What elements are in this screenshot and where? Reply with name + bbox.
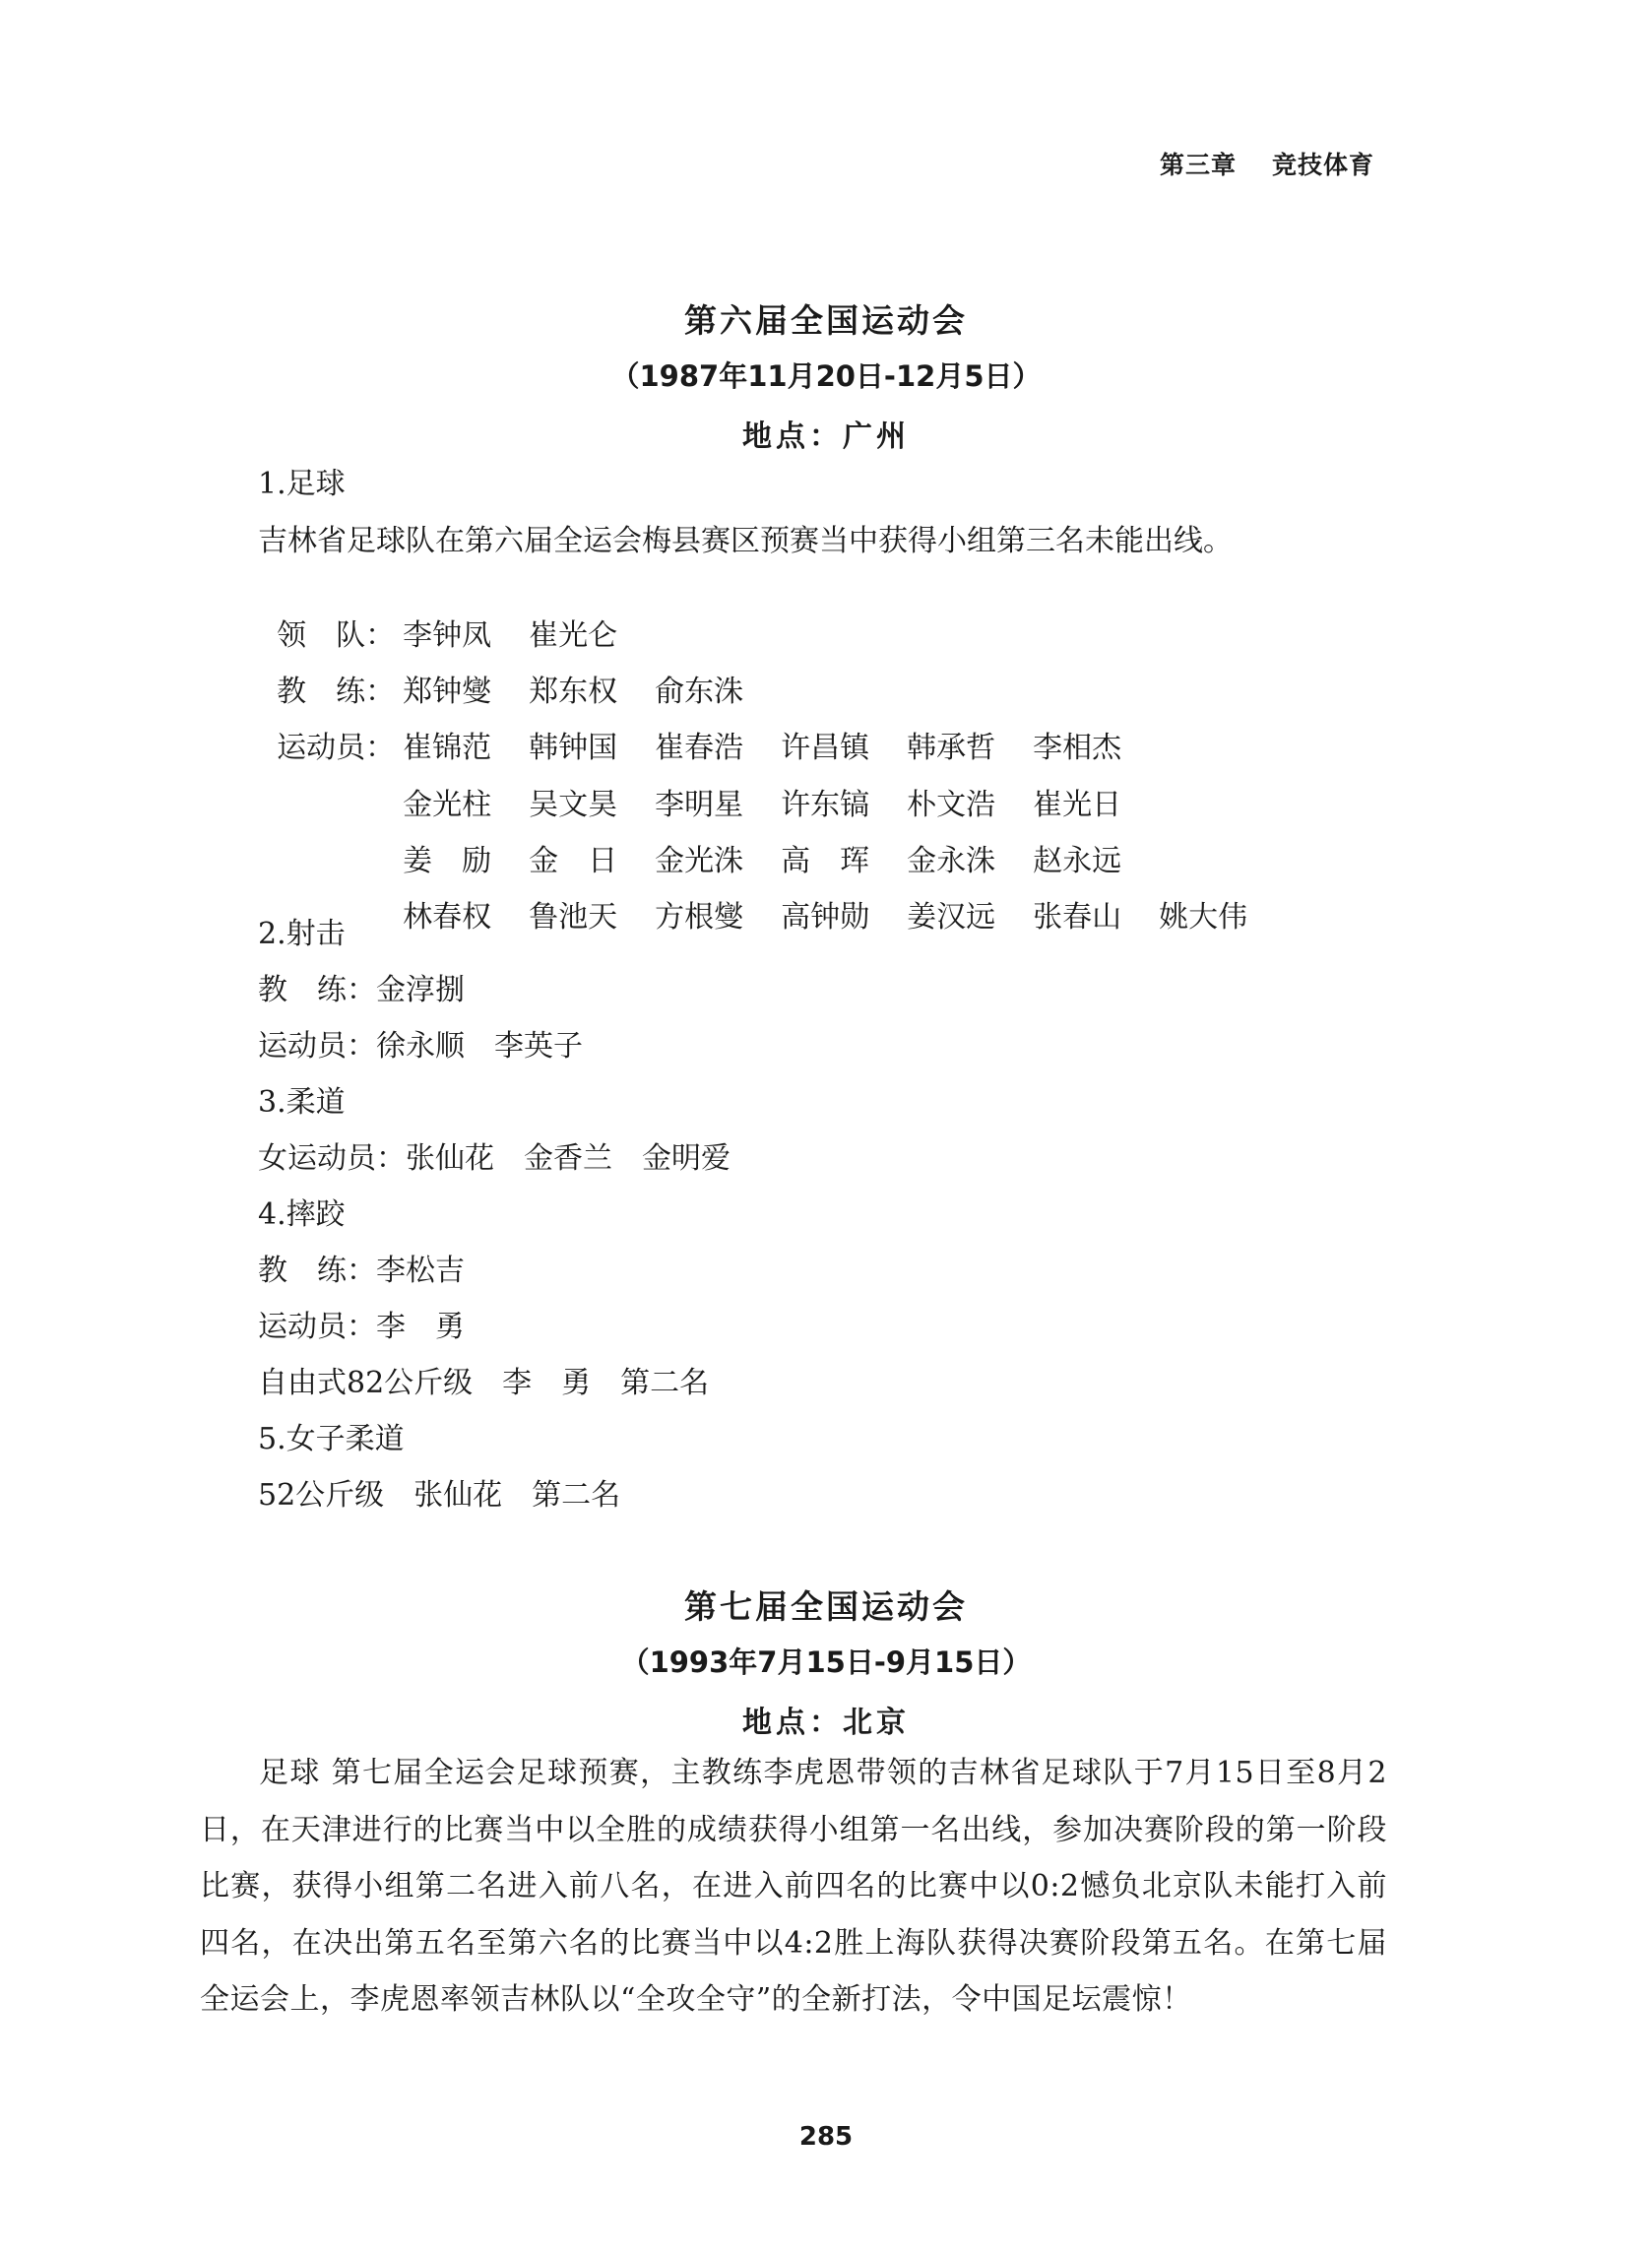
athlete-name: 李明星: [655, 788, 744, 822]
athlete-name: 许昌镇: [781, 731, 870, 765]
womens-judo-result: 52公斤级 张仙花 第二名: [258, 1478, 621, 1513]
athlete-name: 金永洙: [907, 844, 996, 878]
games7-title: 第七届全国运动会: [684, 1587, 968, 1626]
wrestling-result: 自由式82公斤级 李 勇 第二名: [258, 1366, 710, 1400]
athlete-name: 许东镐: [781, 788, 870, 822]
games7-dates: （1993年7月15日-9月15日）: [620, 1645, 1032, 1679]
leader-name: 李钟凤: [403, 618, 492, 653]
athlete-name: 鲁池天: [529, 900, 618, 935]
running-header: [1160, 146, 1374, 181]
leader-name: 崔光仑: [529, 618, 618, 653]
games6-place: 地点：广州: [742, 419, 910, 454]
shooting-athletes: 运动员：徐永顺 李英子: [258, 1029, 583, 1064]
leader-label: 领 队：: [277, 618, 396, 653]
athlete-name: 姚大伟: [1159, 900, 1248, 935]
athlete-name: 崔春浩: [655, 731, 744, 765]
coach-name: 郑钟燮: [403, 675, 492, 709]
athletes-row-4: [258, 859, 1285, 937]
judo-women: 女运动员：张仙花 金香兰 金明爱: [258, 1141, 731, 1176]
shooting-heading: 2.射击: [258, 917, 346, 951]
football-note: 吉林省足球队在第六届全运会梅县赛区预赛当中获得小组第三名未能出线。: [258, 524, 1233, 558]
athlete-name: 金 日: [529, 844, 618, 878]
coach-name: 俞东洙: [655, 675, 744, 709]
athlete-name: 方根燮: [655, 900, 744, 935]
chapter-label: 第三章: [1159, 151, 1237, 179]
athlete-name: 金光洙: [655, 844, 744, 878]
athlete-label: 运动员：: [277, 731, 396, 765]
page-number: 285: [798, 2122, 854, 2152]
games6-dates: （1987年11月20日-12月5日）: [610, 359, 1042, 393]
football-heading: 1.足球: [258, 467, 346, 501]
shooting-coach: 教 练：金淳捌: [258, 973, 465, 1007]
athlete-name: 韩承哲: [907, 731, 996, 765]
wrestling-coach: 教 练：李松吉: [258, 1254, 465, 1288]
games7-place: 地点：北京: [742, 1706, 910, 1740]
wrestling-heading: 4.摔跤: [258, 1197, 346, 1232]
athlete-name: 吴文昊: [529, 788, 618, 822]
womens-judo-heading: 5.女子柔道: [258, 1422, 405, 1456]
athlete-name: 高钟勋: [781, 900, 870, 935]
wrestling-athlete: 运动员：李 勇: [258, 1310, 465, 1344]
judo-heading: 3.柔道: [258, 1085, 346, 1120]
athlete-name: 李相杰: [1033, 731, 1122, 765]
games6-title: 第六届全国运动会: [684, 301, 968, 340]
athlete-name: 姜汉远: [907, 900, 996, 935]
section-label: 竞技体育: [1271, 151, 1374, 179]
athlete-name: 林春权: [403, 900, 492, 935]
athlete-name: 韩钟国: [529, 731, 618, 765]
games7-paragraph: 足球 第七届全运会足球预赛，主教练李虎恩带领的吉林省足球队于7月15日至8月2日，在天津进行的比赛当中以全胜的成绩获得小组第一名出线，参加决赛阶段的第一阶段比赛，获得小组第二名进入前八名，在进入前四名的比赛中以0:2憾负北京队未能打入前四名，在决出第五名至第六名的比赛当中以4:2胜上海队获得决赛阶段第五名。在第七届全运会上，李虎恩率领吉林队以“全攻全守”的全新打法，令中国足坛震惊！: [200, 1756, 1387, 2018]
athlete-name: 崔光日: [1033, 788, 1122, 822]
athlete-name: 高 珲: [781, 844, 870, 878]
athlete-name: 张春山: [1033, 900, 1122, 935]
athlete-name: 崔锦范: [403, 731, 492, 765]
coach-name: 郑东权: [529, 675, 618, 709]
athlete-name: 朴文浩: [907, 788, 996, 822]
athlete-name: 姜 励: [403, 844, 492, 878]
athlete-name: 赵永远: [1033, 844, 1122, 878]
coach-label: 教 练：: [277, 675, 396, 709]
athlete-name: 金光柱: [403, 788, 492, 822]
